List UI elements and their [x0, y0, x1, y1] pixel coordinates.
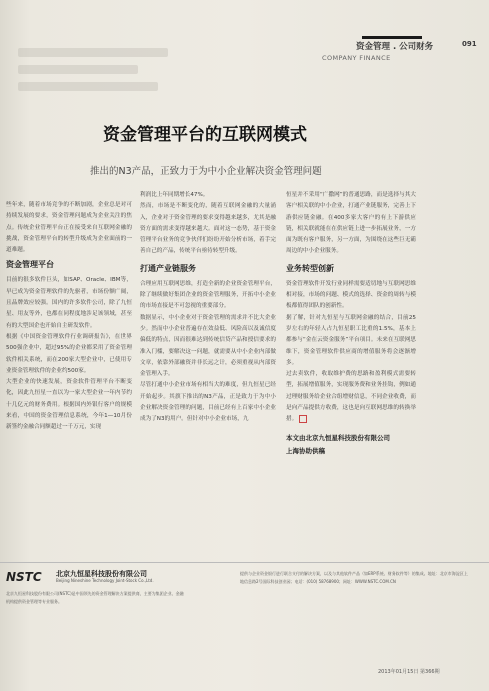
- paragraph: 数据显示，中小企业对于资金管理的需求并不比大企业少。然而中小企业普遍存在效益低、风险高以及诚信度偏低的特点，因而很难达到传统信贷产品和授信要求的准入门槛，要解决这一问题，就需要从中小企业内部做文章，依靠外部融资并非长远之计，必须重视从内部资金管理入手。: [140, 314, 276, 378]
- paragraph: 据了解，针对九恒星与互联网金融的结合，目前25岁左右的年轻人占九恒星职工比重的1.5%，基本上都参与“金在云资金服务”平台项目。未来在互联网思维下，资金管理软件供应商的增值服务将会逐渐增多。: [286, 314, 416, 366]
- ad-text-right: 提供与企业资金银行进行联合支付的解决方案，以及与其他软件产品（如ERP系统、财务软件等）的集成。地址：北京市海淀区上地信息路2号国际科技创业园；电话：(010) 58768900；网址：WWW.NSTC.COM.CN: [240, 571, 468, 584]
- paragraph: 根据《中国资金管理软件行业调研报告》，在世界500强企业中，超过95%的企业都采用了资金管理软件相关系统，而在200家大型企业中，已使用专业资金管理软件的企业约500家。: [6, 333, 132, 374]
- paragraph: 合理应用互联网思维，打造全新的企业资金管理平台，除了继续做好集团企业的资金管理服务，开拓中小企业的市场直接是不可忽视的重要部分。: [140, 280, 276, 310]
- section-heading: 资金管理平台: [6, 260, 54, 270]
- article-title: 资金管理平台的互联网模式: [103, 125, 307, 145]
- section-heading: 业务转型创新: [286, 263, 334, 273]
- section-title: 资金管理 . 公司财务: [356, 42, 434, 52]
- ad-company-name-en: Beijing Nineshine Technology Joint-Stock Co.,Ltd.: [56, 578, 154, 583]
- section-heading: 打通产业链服务: [140, 263, 196, 273]
- paragraph: 尽管打通中小企业市场有相当大的难度，但九恒星已经开始起步。其旗下推出的N3产品，正是致力于为中小企业解决资金管理的问题，目前已经有上百家中小企业成为了N3的用户。但针对中小企业市场，九: [140, 382, 276, 423]
- issue-footer: 2013年01月15日 第366期: [378, 669, 440, 675]
- byline-line: 上海协助供稿: [286, 446, 325, 455]
- section-title-en: COMPANY FINANCE: [322, 54, 391, 62]
- byline: [286, 432, 416, 458]
- paragraph: 目前的很多软件巨头，如SAP、Oracle、IBM等，早已成为资金管理软件的先驱者，市场份额广阔，且品牌效应较强。国内的许多软件公司，除了九恒星、用友等外，也都在同程度地涉足该领域，甚至有的大型国企也开始自主研发软件。: [6, 277, 132, 329]
- article-column-1: [6, 200, 132, 434]
- article-subtitle: 推出的N3产品，正致力于为中小企业解决资金管理问题: [90, 166, 322, 177]
- paragraph: 大型企业的快速发展，资金软件管理平台不断变化，因此九恒星一直以为一家大型企业一年内节约十几亿元的财务费用。根据国内外银行客户的规模来看，中国的资金管理信息系统，今年1—10月份新签约金融合同额超过一千万元，实现: [6, 379, 132, 431]
- end-mark-icon: [299, 415, 307, 423]
- ad-company-name: 北京九恒星科技股份有限公司: [56, 570, 147, 578]
- ad-divider: [0, 562, 489, 563]
- paragraph: 然而，市场是不断变化的，随着互联网金融的大量涌入，企业对于资金管理的要求变得越来越多，尤其是融资方面的需求变得越来越大。面对这一态势，基于资金管理平台业务的竞争伙伴们纷纷开始分析市场，着手完善自己的产品，传统平台亟待转型升级。: [140, 203, 276, 255]
- page-number: 091: [462, 40, 477, 48]
- paragraph: 资金管理软件开发行业同样需要适切地与互联网思维相对接，市场的问题、模式的选择、资金的周转与模板都值得团队的创新性。: [286, 280, 416, 310]
- paragraph: 恒星并不采用“广撒网”的普通思路，而是选择与其大客户相关联的中小企业，打通产业链服务，完善上下游供应链金融。在400多家大客户的有上下游供应链，相关联就能在在供应链上进一步拓展业务，一方面为既有客户服务，另一方面，为围绕在这些巨无霸周边的中小企业服务。: [286, 192, 416, 255]
- byline-line: 本文由北京九恒星科技股份有限公司: [286, 433, 390, 442]
- nstc-logo: NSTC: [6, 570, 42, 584]
- paragraph: 些年来，随着市场竞争的不断加剧，企业总是对可持续发展的要求，资金管理问题成为企业关注的焦点。传统企业管理平台正在接受来自互联网金融的挑战，资金管理平台的转型升级成为企业面前的一道难题。: [6, 202, 132, 254]
- article-column-3: [286, 190, 416, 458]
- paragraph: 利润比上年同期增长47%。: [140, 192, 209, 198]
- faded-background-graphic: [0, 40, 190, 120]
- paragraph: 过去卖软件，收取维护费的思路和盈利模式需要转型，拓展增值服务，实现服务费和业务挂钩，例如通过理财服务给企业合组增财信息，不同企业收费，而是向产品提供方收费，这也是向互联网思维的转换举措。: [286, 371, 416, 423]
- ad-text-left: 北京九恒星科技股份有限公司(NSTC)是中国领先的资金管理解决方案提供商，主要为集团企业、金融机构提供资金管理等专业服务。: [6, 591, 184, 604]
- header-rule: [362, 36, 422, 39]
- article-column-2: [140, 190, 276, 426]
